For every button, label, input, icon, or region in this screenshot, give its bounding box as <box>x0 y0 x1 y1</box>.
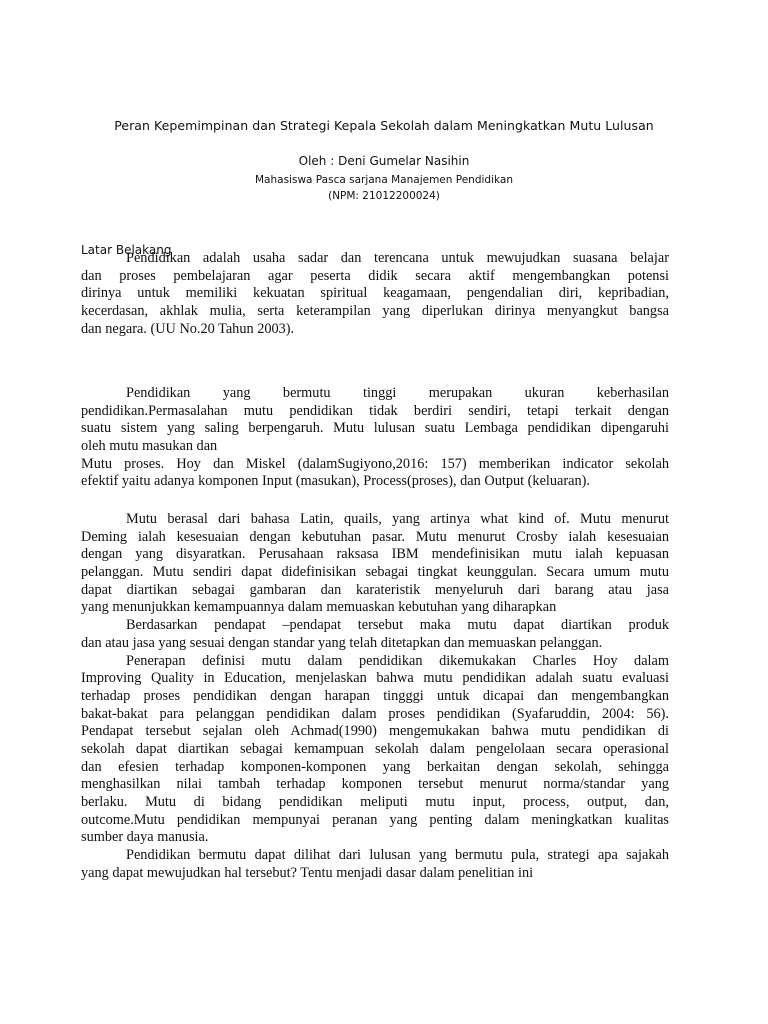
paragraph-line: menghasilkan nilai tambah terhadap komponen tersebut menurut norma/standar yang <box>81 776 669 793</box>
paragraph-line: sekolah dapat diartikan sebagai kemampuan sekolah dalam pengelolaan secara operasional <box>81 740 669 757</box>
document-title: Peran Kepemimpinan dan Strategi Kepala Sekolah dalam Meningkatkan Mutu Lulusan <box>114 118 654 133</box>
paragraph-line: dan proses pembelajaran agar peserta didik secara aktif mengembangkan potensi <box>81 267 669 284</box>
affiliation-line: Mahasiswa Pasca sarjana Manajemen Pendidikan <box>255 174 513 186</box>
npm-line: (NPM: 21012200024) <box>328 190 440 202</box>
paragraph-line: Deming ialah kesesuaian dengan kebutuhan pasar. Mutu menurut Crosby ialah kesesuaian <box>81 528 669 545</box>
paragraph-line: Pendidikan yang bermutu tinggi merupakan ukuran keberhasilan <box>126 385 669 401</box>
paragraph-line: Pendidikan bermutu dapat dilihat dari lulusan yang bermutu pula, strategi apa sajakah <box>126 847 669 864</box>
paragraph-line: efektif yaitu adanya komponen Input (masukan), Process(proses), dan Output (keluaran). <box>81 473 590 490</box>
paragraph-line: yang dapat mewujudkan hal tersebut? Tentu menjadi dasar dalam penelitian ini <box>81 864 534 881</box>
paragraph-line: yang menunjukkan kemampuannya dalam memuaskan kebutuhan yang diharapkan <box>81 599 557 616</box>
paragraph-line: Penerapan definisi mutu dalam pendidikan dikemukakan Charles Hoy dalam <box>126 652 669 669</box>
paragraph-line: outcome.Mutu pendidikan mempunyai peranan yang penting dalam meningkatkan kualitas <box>81 811 669 828</box>
paragraph-line: kecerdasan, akhlak mulia, serta keterampilan yang diperlukan dirinya menyangkut bangsa <box>81 303 669 320</box>
paragraph-line: sumber daya manusia. <box>81 829 209 846</box>
paragraph-line: oleh mutu masukan dan <box>81 438 218 455</box>
paragraph-line: dapat diartikan sebagai gambaran dan karateristik menyeluruh dari barang atau jasa <box>81 581 669 598</box>
paragraph-line: dan atau jasa yang sesuai dengan standar yang telah ditetapkan dan memuaskan pelanggan. <box>81 634 603 651</box>
paragraph-line: dan efesien terhadap komponen-komponen yang berkaitan dengan sekolah, sehingga <box>81 758 669 775</box>
author-line: Oleh : Deni Gumelar Nasihin <box>298 154 470 168</box>
paragraph-line: pendidikan.Permasalahan mutu pendidikan tidak berdiri sendiri, tetapi terkait dengan <box>81 402 669 419</box>
paragraph-line: Pendapat tersebut sejalan oleh Achmad(1990) mengemukakan bahwa mutu pendidikan di <box>81 723 669 740</box>
paragraph-line: berlaku. Mutu di bidang pendidikan meliputi mutu input, process, output, dan, <box>81 794 669 810</box>
paragraph-line: dan negara. (UU No.20 Tahun 2003). <box>81 320 295 337</box>
paragraph-3 <box>81 511 669 882</box>
paragraph-line: Pendidikan adalah usaha sadar dan terencana untuk mewujudkan suasana belajar <box>126 250 669 266</box>
paragraph-line: bakat-bakat para pelanggan pendidikan dalam proses pendidikan (Syafaruddin, 2004: 56). <box>81 705 669 722</box>
paragraph-line: dirinya untuk memiliki kekuatan spiritual keagamaan, pengendalian diri, kepribadian, <box>81 285 669 302</box>
paragraph-line: suatu sistem yang saling berpengaruh. Mutu lulusan suatu Lembaga pendidikan dipengaruhi <box>81 420 669 437</box>
paragraph-line: terhadap proses pendidikan dengan harapan tingggi untuk dicapai dan mengembangkan <box>81 687 669 704</box>
paragraph-line: Mutu berasal dari bahasa Latin, quails, yang artinya what kind of. Mutu menurut <box>126 511 669 527</box>
paragraph-line: Berdasarkan pendapat –pendapat tersebut maka mutu dapat diartikan produk <box>126 617 669 634</box>
paragraph-2 <box>81 385 669 491</box>
paragraph-line: Improving Quality in Education, menjelaskan bahwa mutu pendidikan adalah suatu evaluasi <box>81 670 669 687</box>
paragraph-line: Mutu proses. Hoy dan Miskel (dalamSugiyono,2016: 157) memberikan indicator sekolah <box>81 455 669 472</box>
section-heading: Latar Belakang <box>81 243 172 257</box>
paragraph-line: dengan yang disyaratkan. Perusahaan raksasa IBM mendefinisikan mutu ialah kepuasan <box>81 546 669 563</box>
paragraph-line: pelanggan. Mutu sendiri dapat didefinisikan sebagai tingkat keunggulan. Secara umum mutu <box>81 564 669 581</box>
paragraph-1 <box>81 250 669 338</box>
